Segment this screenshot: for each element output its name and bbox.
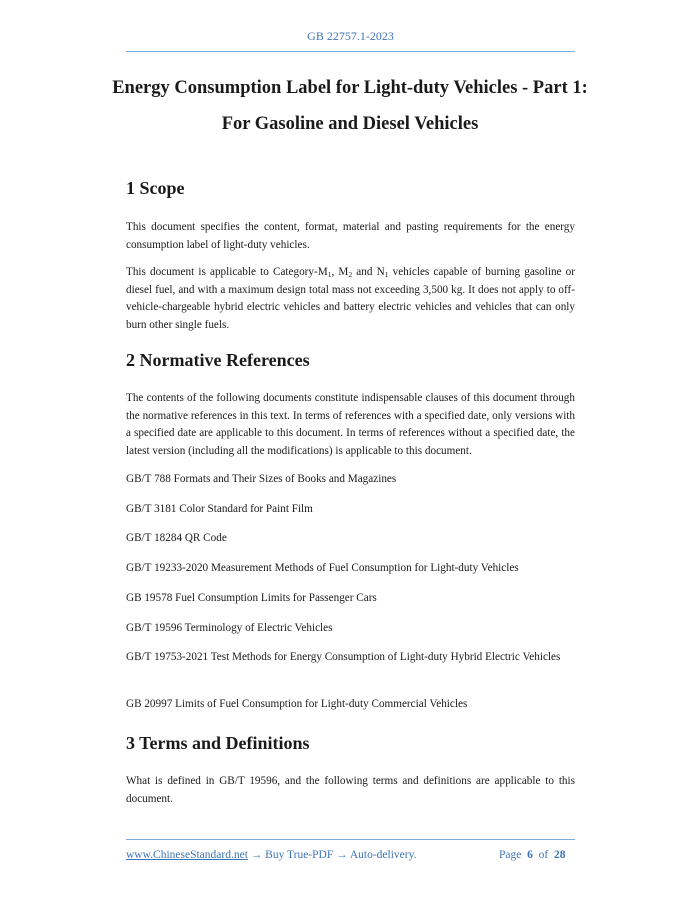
reference-item: GB/T 18284 QR Code xyxy=(126,532,227,544)
section-1-heading: 1 Scope xyxy=(126,178,185,198)
current-page-number: 6 xyxy=(527,849,533,861)
document-title-line-1: Energy Consumption Label for Light-duty Vehicles - Part 1: xyxy=(112,78,588,98)
footer-divider xyxy=(126,839,575,840)
reference-item: GB/T 3181 Color Standard for Paint Film xyxy=(126,503,313,515)
section-2-heading: 2 Normative References xyxy=(126,350,310,370)
page-header: GB 22757.1-2023 xyxy=(307,29,394,43)
footer-promo-text: → Buy True-PDF → Auto-delivery. xyxy=(247,849,417,861)
reference-item: GB/T 19233-2020 Measurement Methods of Fuel Consumption for Light-duty Vehicles xyxy=(126,562,519,574)
reference-item: GB/T 19596 Terminology of Electric Vehicles xyxy=(126,622,333,634)
page-indicator: Page 6 of 28 xyxy=(499,849,566,861)
total-page-count: 28 xyxy=(553,849,566,861)
document-title-line-2: For Gasoline and Diesel Vehicles xyxy=(221,114,479,134)
scope-paragraph-1: This document specifies the content, format, material and pasting requirements for the energy consumption label of light-duty vehicles. xyxy=(126,221,575,251)
reference-item: GB/T 19753-2021 Test Methods for Energy Consumption of Light-duty Hybrid Electric Vehicles xyxy=(126,651,561,663)
reference-item: GB 20997 Limits of Fuel Consumption for Light-duty Commercial Vehicles xyxy=(126,698,468,710)
terms-paragraph-1: What is defined in GB/T 19596, and the following terms and definitions are applicable to this document. xyxy=(126,775,575,805)
reference-item: GB/T 788 Formats and Their Sizes of Books and Magazines xyxy=(126,473,397,485)
header-divider xyxy=(126,51,575,52)
footer-promo xyxy=(126,849,416,861)
section-3-heading: 3 Terms and Definitions xyxy=(126,733,310,753)
reference-item: GB 19578 Fuel Consumption Limits for Passenger Cars xyxy=(126,592,377,604)
references-intro: The contents of the following documents constitute indispensable clauses of this document through the normative references in this text. In terms of references with a specified date, only versions with a specified date are applicable to this document. In terms of references without a specified date, the latest version (including all the modifications) is applicable to this document. xyxy=(126,392,575,457)
scope-paragraph-2: This document is applicable to Category-$M_1$, $M_2$ and $N_1$ vehicles capable of burning gasoline or diesel fuel, and with a maximum design total mass not exceeding 3,500 kg. It does not apply to off-vehicle-chargeable hybrid electric vehicles and battery electric vehicles and vehicles that can only burn other single fuels. xyxy=(126,266,575,331)
chinese-standard-link[interactable]: www.ChineseStandard.net xyxy=(126,849,248,861)
